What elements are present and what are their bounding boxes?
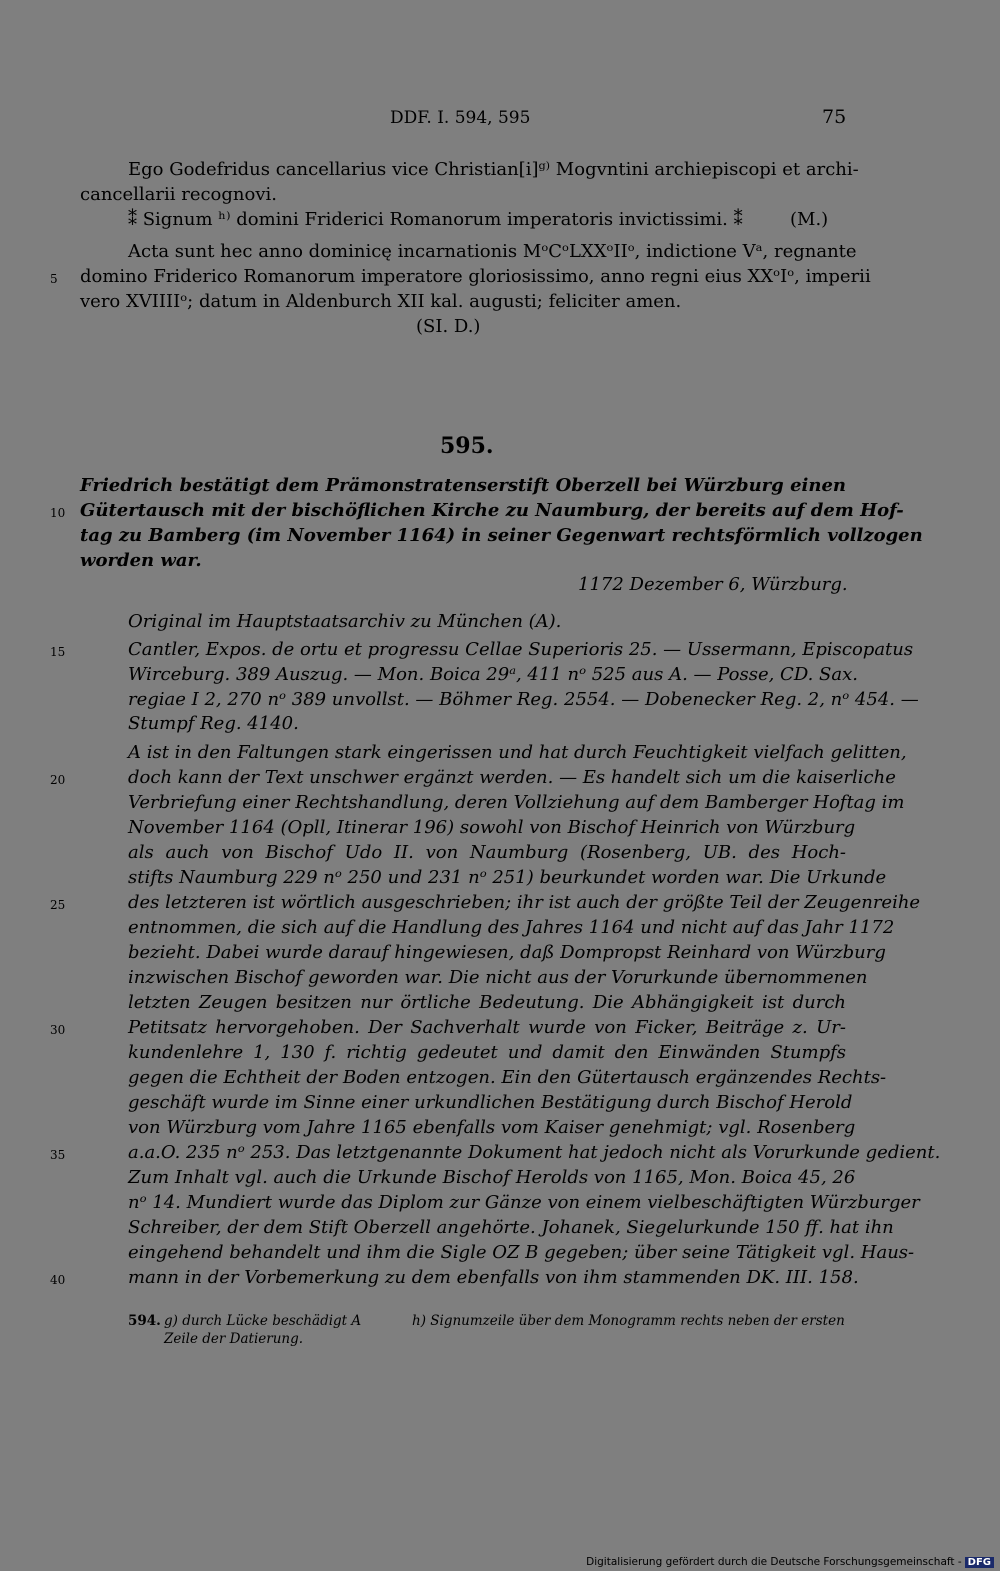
editions-line-3: regiae I 2, 270 nᵒ 389 unvollst. — Böhmer Reg. 2554. — Dobenecker Reg. 2, nᵒ 454. — (128, 689, 919, 710)
commentary-line: kundenlehre 1, 130 f. richtig gedeutet und damit den Einwänden Stumpfs (128, 1042, 846, 1063)
page-number: 75 (822, 106, 847, 128)
line-number: 40 (50, 1273, 66, 1287)
regest-line-3: tag zu Bamberg (im November 1164) in seiner Gegenwart rechtsförmlich vollzogen (80, 525, 923, 546)
seal-note: (SI. D.) (416, 316, 481, 337)
date-place: 1172 Dezember 6, Würzburg. (578, 574, 848, 595)
dating-line-3: vero XVIIIIᵒ; datum in Aldenburch XII kal. augusti; feliciter amen. (80, 291, 682, 312)
commentary-line: gegen die Echtheit der Boden entzogen. Ein den Gütertausch ergänzendes Rechts- (128, 1067, 887, 1088)
footnote-g-cont: Zeile der Datierung. (164, 1331, 304, 1347)
commentary-line: Petitsatz hervorgehoben. Der Sachverhalt wurde von Ficker, Beiträge z. Ur- (128, 1017, 846, 1038)
commentary-line: geschäft wurde im Sinne einer urkundlichen Bestätigung durch Bischof Herold (128, 1092, 853, 1113)
footnote-ref: 594. (128, 1313, 161, 1329)
line-number: 5 (50, 272, 58, 286)
running-title: DDF. I. 594, 595 (390, 108, 531, 128)
line-number: 10 (50, 506, 66, 520)
recognition-line-cont: cancellarii recognovi. (80, 184, 277, 205)
editions-line-2: Wirceburg. 389 Auszug. — Mon. Boica 29ᵃ, 411 nᵒ 525 aus A. — Posse, CD. Sax. (128, 664, 858, 685)
commentary-line: a.a.O. 235 nᵒ 253. Das letztgenannte Dokument hat jedoch nicht als Vorurkunde gedient. (128, 1142, 941, 1163)
commentary-line: doch kann der Text unschwer ergänzt werden. — Es handelt sich um die kaiserliche (128, 767, 896, 788)
editions-line-1: Cantler, Expos. de ortu et progressu Cellae Superioris 25. — Ussermann, Episcopatus (128, 639, 914, 660)
line-number: 15 (50, 645, 66, 659)
transmission: Original im Hauptstaatsarchiv zu München (A). (128, 611, 562, 632)
regest-line-4: worden war. (80, 550, 202, 571)
signum-line: ⁑ Signum ʰ⁾ domini Friderici Romanorum imperatoris invictissimi. ⁑ (128, 209, 743, 230)
commentary-line: letzten Zeugen besitzen nur örtliche Bedeutung. Die Abhängigkeit ist durch (128, 992, 846, 1013)
dfg-logo: DFG (965, 1557, 994, 1568)
commentary-line: mann in der Vorbemerkung zu dem ebenfalls von ihm stammenden DK. III. 158. (128, 1267, 859, 1288)
commentary-line: November 1164 (Opll, Itinerar 196) sowohl von Bischof Heinrich von Würzburg (128, 817, 856, 838)
credit-text: Digitalisierung gefördert durch die Deutsche Forschungsgemeinschaft - (586, 1556, 962, 1568)
regest-line-1: Friedrich bestätigt dem Prämonstratenserstift Oberzell bei Würzburg einen (80, 475, 846, 496)
commentary-line: Verbriefung einer Rechtshandlung, deren Vollziehung auf dem Bamberger Hoftag im (128, 792, 905, 813)
commentary-line: nᵒ 14. Mundiert wurde das Diplom zur Gänze von einem vielbeschäftigten Würzburger (128, 1192, 920, 1213)
commentary-line: stifts Naumburg 229 nᵒ 250 und 231 nᵒ 251) beurkundet worden war. Die Urkunde (128, 867, 887, 888)
commentary-line: A ist in den Faltungen stark eingerissen und hat durch Feuchtigkeit vielfach gelitten, (128, 742, 907, 763)
regest-line-2: Gütertausch mit der bischöflichen Kirche zu Naumburg, der bereits auf dem Hof- (80, 500, 904, 521)
dating-line-1: Acta sunt hec anno dominicę incarnationis MᵒCᵒLXXᵒIIᵒ, indictione Vᵃ, regnante (128, 241, 857, 262)
footnote-h: h) Signumzeile über dem Monogramm rechts neben der ersten (412, 1313, 845, 1329)
commentary-line: Schreiber, der dem Stift Oberzell angehörte. Johanek, Siegelurkunde 150 ff. hat ihn (128, 1217, 894, 1238)
line-number: 20 (50, 773, 66, 787)
footnote-g: g) durch Lücke beschädigt A (164, 1313, 362, 1329)
line-number: 25 (50, 898, 66, 912)
dating-line-2: domino Friderico Romanorum imperatore gloriosissimo, anno regni eius XXᵒIᵒ, imperii (80, 266, 871, 287)
commentary-line: inzwischen Bischof geworden war. Die nicht aus der Vorurkunde übernommenen (128, 967, 868, 988)
commentary-line: entnommen, die sich auf die Handlung des Jahres 1164 und nicht auf das Jahr 1172 (128, 917, 895, 938)
line-number: 30 (50, 1023, 66, 1037)
commentary-line: bezieht. Dabei wurde darauf hingewiesen, daß Dompropst Reinhard von Würzburg (128, 942, 886, 963)
commentary-line: von Würzburg vom Jahre 1165 ebenfalls vom Kaiser genehmigt; vgl. Rosenberg (128, 1117, 856, 1138)
document-number: 595. (440, 433, 494, 459)
recognition-line: Ego Godefridus cancellarius vice Christian[i]ᵍ⁾ Mogvntini archiepiscopi et archi- (128, 159, 859, 180)
commentary-line: Zum Inhalt vgl. auch die Urkunde Bischof Herolds von 1165, Mon. Boica 45, 26 (128, 1167, 856, 1188)
digitization-credit (586, 1556, 994, 1568)
commentary-line: des letzteren ist wörtlich ausgeschrieben; ihr ist auch der größte Teil der Zeugenreihe (128, 892, 921, 913)
commentary-line: eingehend behandelt und ihm die Sigle OZ B gegeben; über seine Tätigkeit vgl. Haus- (128, 1242, 915, 1263)
editions-line-4: Stumpf Reg. 4140. (128, 713, 299, 734)
monogram-mark: (M.) (790, 209, 829, 230)
commentary-line: als auch von Bischof Udo II. von Naumburg (Rosenberg, UB. des Hoch- (128, 842, 846, 863)
line-number: 35 (50, 1148, 66, 1162)
